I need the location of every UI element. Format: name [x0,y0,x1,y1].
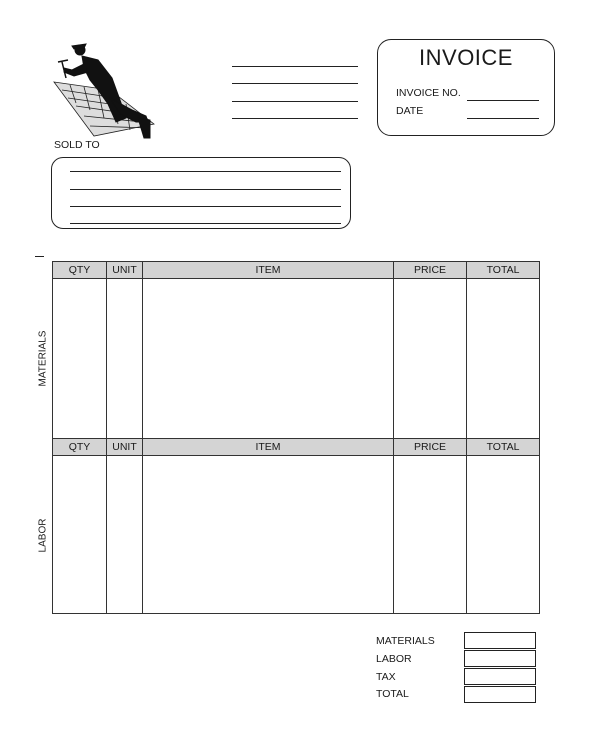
materials-col-unit: UNIT [107,262,143,279]
labor-price-cell[interactable] [394,456,467,614]
header-blank-line-2[interactable] [232,83,358,84]
sold-to-line-1[interactable] [70,171,341,172]
tick-mark [35,256,44,257]
sold-to-label: SOLD TO [54,139,100,151]
materials-col-total: TOTAL [467,262,540,279]
summary-materials-field[interactable] [464,632,536,649]
header-blank-line-3[interactable] [232,101,358,102]
invoice-box [377,39,555,136]
materials-col-qty: QTY [53,262,107,279]
materials-col-price: PRICE [394,262,467,279]
summary-labor-label: LABOR [376,653,412,665]
summary-total-label: TOTAL [376,688,409,700]
labor-side-label: LABOR [37,518,49,553]
labor-col-qty: QTY [53,439,107,456]
roofer-icon [50,38,158,140]
materials-side-label: MATERIALS [37,330,49,387]
summary-tax-label: TAX [376,671,396,683]
labor-qty-cell[interactable] [53,456,107,614]
labor-col-price: PRICE [394,439,467,456]
invoice-no-field[interactable] [467,100,539,101]
sold-to-box [51,157,351,229]
roofer-logo [50,38,158,140]
summary-tax-field[interactable] [464,668,536,685]
invoice-title: INVOICE [419,45,513,70]
materials-col-item: ITEM [143,262,394,279]
summary-labor-field[interactable] [464,650,536,667]
labor-item-cell[interactable] [143,456,394,614]
sold-to-line-2[interactable] [70,189,341,190]
labor-unit-cell[interactable] [107,456,143,614]
invoice-no-label: INVOICE NO. [396,87,461,99]
materials-unit-cell[interactable] [107,279,143,439]
materials-price-cell[interactable] [394,279,467,439]
materials-total-cell[interactable] [467,279,540,439]
labor-total-cell[interactable] [467,456,540,614]
date-field[interactable] [467,118,539,119]
header-blank-line-1[interactable] [232,66,358,67]
labor-col-total: TOTAL [467,439,540,456]
materials-item-cell[interactable] [143,279,394,439]
date-label: DATE [396,105,424,117]
sold-to-line-4[interactable] [70,223,341,224]
summary-materials-label: MATERIALS [376,635,435,647]
materials-qty-cell[interactable] [53,279,107,439]
labor-col-item: ITEM [143,439,394,456]
header-blank-line-4[interactable] [232,118,358,119]
sold-to-line-3[interactable] [70,206,341,207]
materials-table [52,261,540,614]
summary-total-field[interactable] [464,686,536,703]
labor-col-unit: UNIT [107,439,143,456]
